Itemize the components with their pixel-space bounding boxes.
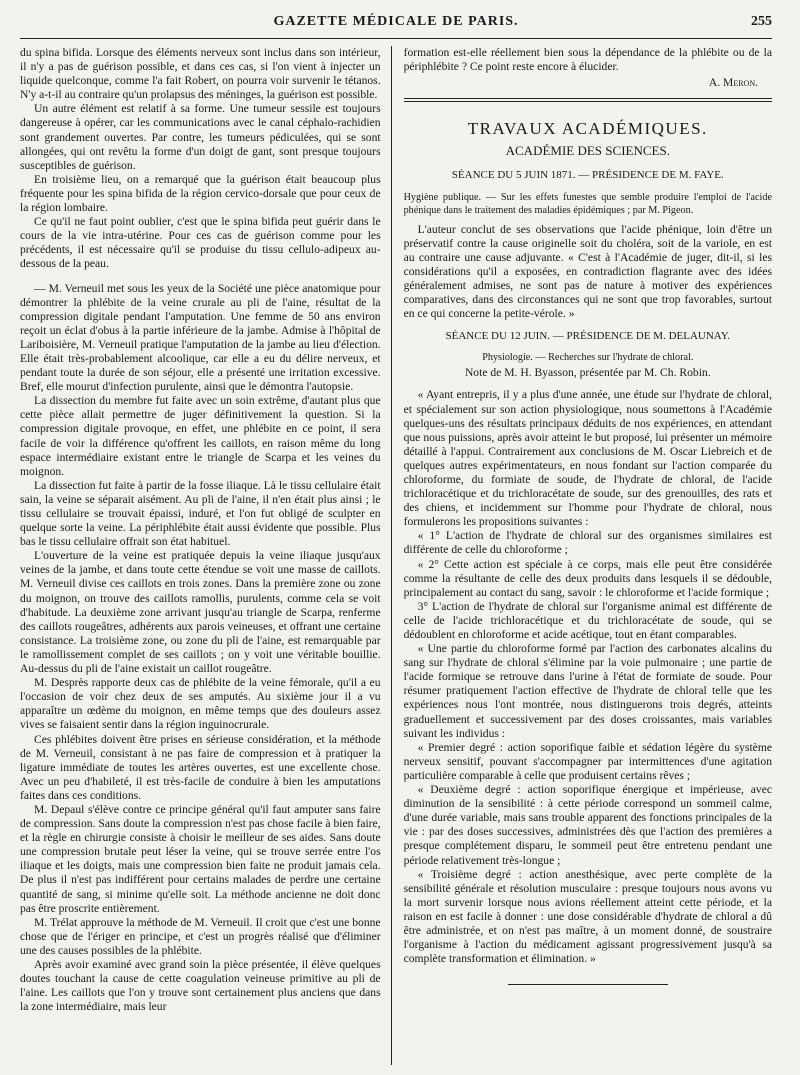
- paragraph: Un autre élément est relatif à sa forme. Une tumeur sessile est toujours dangereuse à opérer, car les communications avec le canal céphalo-rachidien sont grandement ouvertes. Par contre, les tumeurs pédiculées, qui se sont allongées, qui ont revêtu la forme d'un doigt de gant, sont presque toujours susceptibles de guérison.: [20, 102, 381, 172]
- author-signature: A. Meron.: [708, 76, 758, 90]
- paragraph: M. Trélat approuve la méthode de M. Verneuil. Il croit que c'est une bonne chose que de l'ériger en principe, et c'est un progrès réalisé que d'éliminer une des causes possibles de la phlébite.: [20, 915, 381, 957]
- end-rule: [508, 984, 668, 985]
- paragraph: L'auteur conclut de ses observations que l'acide phénique, loin d'être un préservatif contre la cause originelle soit du choléra, soit de la variole, en est au contraire une cause adjuvante. « C'est à l'Académie de juger, dit-il, si les considérations qu'il a exposées, en contradiction flagrante avec des idées généralement admises, ne sont pas de nature à motiver des expériences comparatives, dans des circonstances qui ne sont que trop favorables, surtout en ce qui concerne la petite-vérole. »: [403, 222, 772, 321]
- paragraph: La dissection du membre fut faite avec un soin extrême, d'autant plus que cette pièce allait permettre de juger définitivement la question. Si la compression digitale provoque, en effet, une phlébite en ce point, il sera facile de voir la différence qu'offrent les caillots, en raison même du long espace intermédiaire existant entre le triangle de Scarpa et les veines du moignon.: [20, 394, 381, 478]
- paragraph: « Une partie du chloroforme formé par l'action des carbonates alcalins du sang sur l'hydrate de chloral s'élimine par la voie pulmonaire ; une partie de l'acide formique se retrouve dans l'urine à l'état de formiate de soude. Pour résumer pratiquement l'action effective de l'hydrate de chloral telle que les expériences nous l'ont montrée, nous distinguerons trois degrés, atteints graduellement et successivement par des doses croissantes, mais variables suivant les individus :: [403, 642, 772, 740]
- journal-title: GAZETTE MÉDICALE DE PARIS.: [273, 14, 519, 29]
- paragraph: « Premier degré : action soporifique faible et sédation légère du système nerveux sensitif, pouvant s'accompagner par intermittences d'une agitation particulière comparable à celle que produisent certains rêves ;: [403, 740, 772, 782]
- session-heading: SÉANCE DU 5 JUIN 1871. — PRÉSIDENCE DE M. FAYE.: [451, 169, 724, 182]
- left-column: [20, 46, 391, 1065]
- paragraph: « 2° Cette action est spéciale à ce corps, mais elle peut être considérée comme la résultante de celle des deux produits dans lesquels il se dédouble, principalement au contact du sang, savoir : le chloroforme et l'acide formique ;: [403, 557, 772, 599]
- paragraph: « Troisième degré : action anesthésique, avec perte complète de la sensibilité générale et résolution musculaire : presque toujours nous avons vu la mort survenir lorsque nous avions réellement atteint cette période, et la raison en est facile à donner : une dose considérable d'hydrate de chloral a dû être administrée, et on n'est pas maître, à un moment donné, de soustraire l'organisme à l'action du médicament agissant progressivement jusqu'à sa complète transformation et élimination. »: [403, 867, 772, 966]
- paragraph: Ce qu'il ne faut point oublier, c'est que le spina bifida peut guérir dans le cours de la vie intra-utérine. Pour ces cas de guérison comme pour les précédents, il est nécessaire qu'il se produise du tissu cellulo-adipeux au-dessous de la peau.: [20, 215, 381, 271]
- page-number: 255: [751, 14, 772, 29]
- paragraph: du spina bifida. Lorsque des éléments nerveux sont inclus dans son intérieur, il n'y a pas de guérison possible, et dans ces cas, si l'on vient à injecter un liquide quelconque, comme l'a fait Robert, on pourra voir survenir le tétanos. N'y a-t-il au contraire qu'un prolapsus des méninges, la guérison est possible.: [20, 46, 381, 102]
- section-title: TRAVAUX ACADÉMIQUES.: [467, 119, 708, 139]
- paragraph: M. Desprès rapporte deux cas de phlébite de la veine fémorale, qu'il a eu l'occasion de voir chez deux de ses amputés. Au sixième jour il a vu apparaître un œdème du moignon, en même temps que des douleurs assez vives se faisaient sentir dans la région inguinocrurale.: [20, 676, 381, 732]
- note-attribution: Note de M. H. Byasson, présentée par M. Ch. Robin.: [464, 366, 711, 380]
- paragraph: La dissection fut faite à partir de la fosse iliaque. Là le tissu cellulaire était sain, la veine se séparait aisément. Au pli de l'aine, il n'en était plus ainsi ; le tissu cellulaire se trouvait épaissi, induré, et l'on fut obligé de sculpter en quelque sorte la veine. La périphlébite était aussi évidente que possible. Plus bas le tissu cellulaire offrait son état habituel.: [20, 478, 381, 549]
- paragraph: « Ayant entrepris, il y a plus d'une année, une étude sur l'hydrate de chloral, et spécialement sur son action physiologique, nous soumettons à l'Académie quelques-uns des résultats principaux déduits de nos expériences, en attendant que nous puissions, après avoir atteint le but proposé, lui présenter un mémoire détaillé à l'appui. Contrairement aux conclusions de M. Oscar Liebreich et de quelques autres expérimentateurs, en nous fondant sur l'action comparée du chloroforme, du formiate de soude, de l'hydrate de chloral, de l'acide trichloracétique et du trichloracétate de soude, sur des grenouilles, des rats et des chiens, et incidemment sur l'homme pour l'hydrate de chloral, nous formulerons les propositions suivantes :: [403, 388, 772, 529]
- section-rule: [404, 98, 772, 102]
- paragraph: « 1° L'action de l'hydrate de chloral sur des organismes similaires est différente de celle du chloroforme ;: [403, 529, 772, 557]
- paragraph: L'ouverture de la veine est pratiquée depuis la veine iliaque jusqu'aux veines de la jambe, et dans toute cette étendue se voit une masse de caillots. M. Verneuil divise ces caillots en trois zones. Dans la première zone ou zone du moignon, on trouve des caillots ramollis, purulents, comme cela se voit d'habitude. La deuxième zone arrivant jusqu'au triangle de Scarpa, renferme des caillots rougeâtres, adhérents aux parois veineuses, et offrant une certaine consistance. La troisième zone, ou zone du pli de l'aine, est remarquable par le ramollissement complet de ses caillots ; on y voit une véritable bouillie. Au-dessus du pli de l'aine existait un caillot rougeâtre.: [20, 549, 381, 676]
- rubric: Hygiène publique. — Sur les effets funestes que semble produire l'emploi de l'acide phénique dans le traitement des maladies épidémiques ; par M. Pigeon.: [403, 191, 772, 216]
- paragraph: « Deuxième degré : action soporifique énergique et impérieuse, avec diminution de la sensibilité : à cette période correspond un sommeil calme, d'une durée variable, mais sans trouble apparent des fonctions principales de la vie : par des doses successives, administrées dès que l'action des premières a presque complétement disparu, le sommeil peut être entretenu pendant une période relativement très-longue ;: [403, 783, 772, 867]
- paragraph: M. Depaul s'élève contre ce principe général qu'il faut amputer sans faire de compression. Sans doute la compression n'est pas chose facile à bien faire, et la règle en chirurgie consiste à choisir le meilleur de ses aides. Sans doute une compression brutale peut léser la veine, qui se trouve serrée entre l'os iliaque et les doigts, mais une compression bien faite ne produit jamais cela. De plus il n'est pas indifférent pour certains malades de perdre une certaine quantité de sang, si minime qu'elle soit. La méthode ancienne ne doit donc pas être proscrite entièrement.: [20, 802, 381, 915]
- paragraph: Après avoir examiné avec grand soin la pièce présentée, il élève quelques doutes touchant la cause de cette coagulation veineuse primitive au pli de l'aine. Les caillots que l'on y trouve sont certainement plus anciens que dans la zone intermédiaire, mais leur: [20, 958, 381, 1014]
- right-column: [392, 46, 772, 1065]
- rubric: Physiologie. — Recherches sur l'hydrate de chloral.: [482, 352, 694, 364]
- academy-heading: ACADÉMIE DES SCIENCES.: [505, 143, 670, 159]
- paragraph: 3° L'action de l'hydrate de chloral sur l'organisme animal est différente de celle de l'acide trichloracétique et du trichloracétate de soude, qui se dédoublent en chloroforme et acide acétique, tout en étant comparables.: [403, 599, 772, 641]
- masthead: [20, 14, 772, 36]
- paragraph: Ces phlébites doivent être prises en sérieuse considération, et la méthode de M. Verneuil, consistant à ne pas faire de compression et à pratiquer la ligature immédiate de toutes les artères ouvertes, est une excellente chose. Avec un peu d'habileté, il est très-facile de conduire à bien les amputations faites dans ces conditions.: [20, 732, 381, 802]
- paragraph: — M. Verneuil met sous les yeux de la Société une pièce anatomique pour démontrer la phlébite de la veine crurale au pli de l'aine, résultat de la compression digitale pendant l'amputation. Une femme de 50 ans environ reçoit un éclat d'obus à la partie inférieure de la jambe. Admise à l'hôpital de Lariboisière, M. Verneuil pratique l'amputation de la jambe au lieu d'élection. Elle était très-probablement alcoolique, car elle a eu du délire nerveux, et pendant toute la durée de son séjour, elle a présenté une irritation excessive. Bref, elle mourut d'infection purulente, ainsi que le démontra l'autopsie.: [20, 281, 381, 394]
- paragraph: En troisième lieu, on a remarqué que la guérison était beaucoup plus fréquente pour les spina bifida de la région cervico-dorsale que pour ceux de la région lombaire.: [20, 172, 381, 215]
- paragraph: formation est-elle réellement bien sous la dépendance de la phlébite ou de la périphlébite ? Ce point reste encore à élucider.: [403, 46, 772, 74]
- two-column-body: [20, 46, 772, 1065]
- session-heading: SÉANCE DU 12 JUIN. — PRÉSIDENCE DE M. DELAUNAY.: [445, 330, 731, 343]
- header-rule: [20, 38, 772, 39]
